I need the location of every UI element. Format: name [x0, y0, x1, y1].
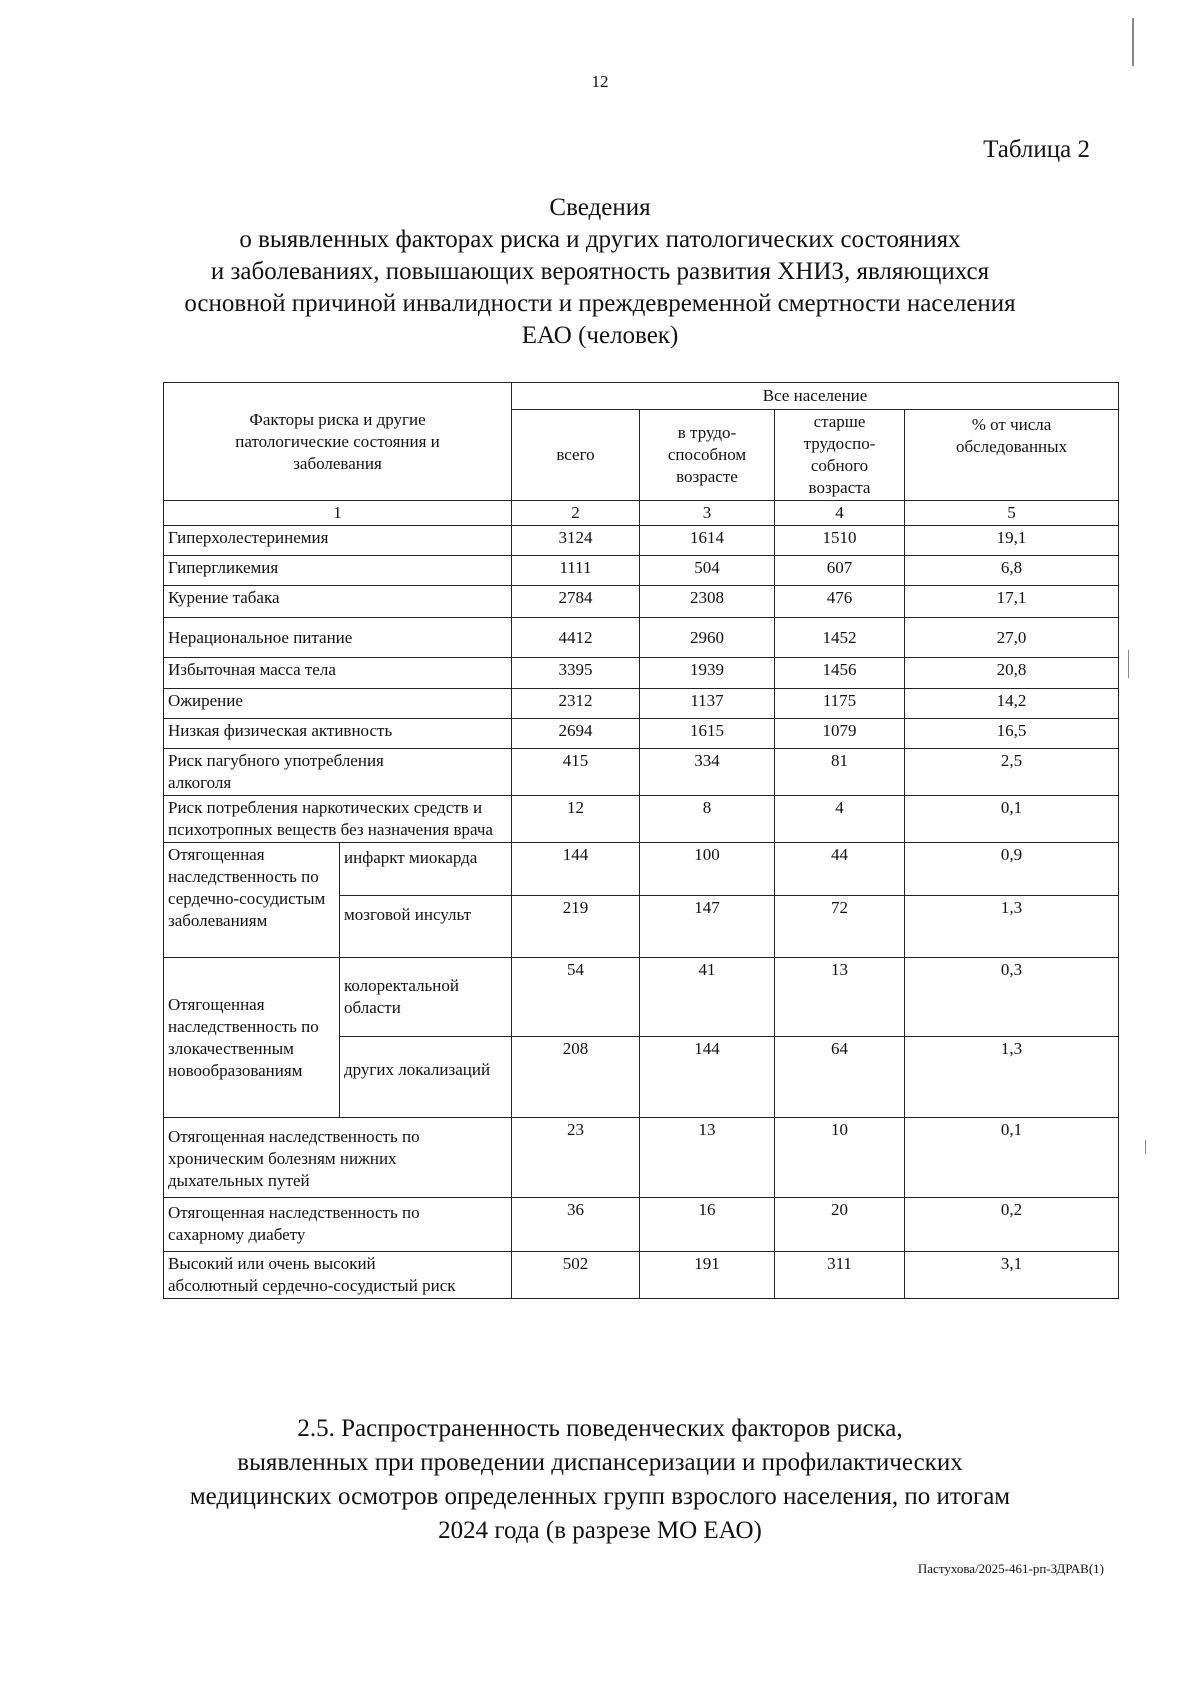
scan-edge-mark [1128, 650, 1129, 678]
header-total: всего [512, 410, 640, 501]
heading-line: выявленных при проведении диспансеризации и профилактических [237, 1449, 963, 1476]
table-row [164, 1198, 1119, 1252]
cell-percent: 0,9 [905, 843, 1119, 896]
table-row [164, 843, 1119, 896]
title-line: Сведения [549, 194, 651, 221]
cell-total: 208 [512, 1037, 640, 1118]
row-group-label: Отягощенная наследственность по сердечно-сосудистым заболеваниям [164, 843, 340, 958]
table-row [164, 1118, 1119, 1198]
title-line: ЕАО (человек) [521, 322, 679, 349]
table-label: Таблица 2 [983, 136, 1090, 163]
cell-working: 16 [640, 1198, 775, 1252]
row-label: Гипергликемия [164, 556, 512, 586]
cell-older: 44 [775, 843, 905, 896]
cell-percent: 27,0 [905, 618, 1119, 658]
cell-total: 23 [512, 1118, 640, 1198]
table-row [164, 556, 1119, 586]
cell-percent: 6,8 [905, 556, 1119, 586]
cell-percent: 0,2 [905, 1198, 1119, 1252]
table-row [164, 719, 1119, 749]
header-all-population: Все население [512, 383, 1119, 410]
table-row [164, 658, 1119, 689]
cell-older: 1456 [775, 658, 905, 689]
column-number: 3 [640, 501, 775, 526]
title-line: о выявленных факторах риска и других патологических состояниях [239, 226, 961, 253]
cell-older: 81 [775, 749, 905, 796]
cell-older: 72 [775, 896, 905, 958]
cell-percent: 19,1 [905, 526, 1119, 556]
cell-working: 100 [640, 843, 775, 896]
column-number: 1 [164, 501, 512, 526]
header-older-age: старше трудоспо- собного возраста [775, 410, 905, 501]
row-label: Отягощенная наследственность по хроническим болезням нижних дыхательных путей [164, 1118, 512, 1198]
row-sublabel: инфаркт миокарда [340, 843, 512, 896]
row-sublabel: других локализаций [340, 1037, 512, 1118]
cell-total: 219 [512, 896, 640, 958]
scan-edge-mark [1132, 18, 1134, 66]
cell-percent: 0,1 [905, 796, 1119, 843]
column-number: 2 [512, 501, 640, 526]
document-reference: Пастухова/2025-461-рп-ЗДРАВ(1) [917, 1561, 1104, 1576]
row-sublabel: колоректальной области [340, 958, 512, 1037]
heading-line: медицинских осмотров определенных групп взрослого населения, по итогам [189, 1483, 1011, 1510]
column-number: 4 [775, 501, 905, 526]
cell-older: 64 [775, 1037, 905, 1118]
title-line: основной причиной инвалидности и преждевременной смертности населения [184, 290, 1016, 317]
cell-total: 415 [512, 749, 640, 796]
cell-older: 1175 [775, 689, 905, 719]
cell-total: 144 [512, 843, 640, 896]
header-row-group [164, 383, 1119, 410]
row-label: Ожирение [164, 689, 512, 719]
row-label: Нерациональное питание [164, 618, 512, 658]
cell-working: 1137 [640, 689, 775, 719]
row-label: Риск пагубного употребления алкоголя [164, 749, 512, 796]
table-row [164, 796, 1119, 843]
cell-total: 54 [512, 958, 640, 1037]
row-label: Избыточная масса тела [164, 658, 512, 689]
cell-older: 1452 [775, 618, 905, 658]
cell-percent: 1,3 [905, 896, 1119, 958]
table-row [164, 586, 1119, 618]
heading-line: 2.5. Распространенность поведенческих факторов риска, [297, 1415, 903, 1442]
cell-working: 1615 [640, 719, 775, 749]
row-sublabel: мозговой инсульт [340, 896, 512, 958]
cell-older: 1510 [775, 526, 905, 556]
cell-working: 334 [640, 749, 775, 796]
cell-percent: 2,5 [905, 749, 1119, 796]
cell-working: 1614 [640, 526, 775, 556]
cell-older: 476 [775, 586, 905, 618]
title-line: и заболеваниях, повышающих вероятность развития ХНИЗ, являющихся [210, 258, 990, 285]
cell-total: 4412 [512, 618, 640, 658]
cell-older: 311 [775, 1252, 905, 1299]
cell-percent: 0,3 [905, 958, 1119, 1037]
cell-working: 41 [640, 958, 775, 1037]
cell-working: 147 [640, 896, 775, 958]
cell-total: 2784 [512, 586, 640, 618]
cell-older: 13 [775, 958, 905, 1037]
heading-line: 2024 года (в разрезе МО ЕАО) [438, 1517, 762, 1544]
section-heading [0, 1412, 1200, 1548]
cell-percent: 20,8 [905, 658, 1119, 689]
cell-older: 607 [775, 556, 905, 586]
cell-percent: 16,5 [905, 719, 1119, 749]
row-label: Высокий или очень высокий абсолютный сердечно-сосудистый риск [164, 1252, 512, 1299]
cell-total: 502 [512, 1252, 640, 1299]
table-row [164, 526, 1119, 556]
cell-total: 1111 [512, 556, 640, 586]
row-group-label: Отягощенная наследственность по злокачественным новообразованиям [164, 958, 340, 1118]
cell-working: 2308 [640, 586, 775, 618]
header-percent: % от числа обследованных [905, 410, 1119, 501]
column-number: 5 [905, 501, 1119, 526]
row-label: Гиперхолестеринемия [164, 526, 512, 556]
scan-edge-mark [1145, 1140, 1146, 1154]
cell-working: 13 [640, 1118, 775, 1198]
cell-working: 2960 [640, 618, 775, 658]
cell-percent: 14,2 [905, 689, 1119, 719]
cell-total: 3124 [512, 526, 640, 556]
cell-older: 1079 [775, 719, 905, 749]
cell-percent: 3,1 [905, 1252, 1119, 1299]
cell-percent: 1,3 [905, 1037, 1119, 1118]
cell-total: 2694 [512, 719, 640, 749]
cell-working: 8 [640, 796, 775, 843]
table-row [164, 689, 1119, 719]
row-label: Риск потребления наркотических средств и психотропных веществ без назначения врача [164, 796, 512, 843]
cell-total: 3395 [512, 658, 640, 689]
table-row [164, 749, 1119, 796]
cell-total: 2312 [512, 689, 640, 719]
document-title [0, 192, 1200, 352]
cell-working: 144 [640, 1037, 775, 1118]
cell-total: 12 [512, 796, 640, 843]
cell-older: 20 [775, 1198, 905, 1252]
row-label: Курение табака [164, 586, 512, 618]
cell-working: 191 [640, 1252, 775, 1299]
cell-working: 1939 [640, 658, 775, 689]
cell-working: 504 [640, 556, 775, 586]
table-row [164, 1252, 1119, 1299]
header-working-age: в трудо- способном возрасте [640, 410, 775, 501]
table-row [164, 958, 1119, 1037]
header-row-numbers [164, 501, 1119, 526]
cell-older: 10 [775, 1118, 905, 1198]
cell-percent: 17,1 [905, 586, 1119, 618]
row-label: Отягощенная наследственность по сахарному диабету [164, 1198, 512, 1252]
row-label: Низкая физическая активность [164, 719, 512, 749]
page-number: 12 [591, 72, 609, 91]
header-factors: Факторы риска и другие патологические состояния и заболевания [164, 383, 512, 501]
cell-total: 36 [512, 1198, 640, 1252]
cell-older: 4 [775, 796, 905, 843]
cell-percent: 0,1 [905, 1118, 1119, 1198]
risk-factors-table [163, 382, 1119, 1299]
table-row [164, 618, 1119, 658]
